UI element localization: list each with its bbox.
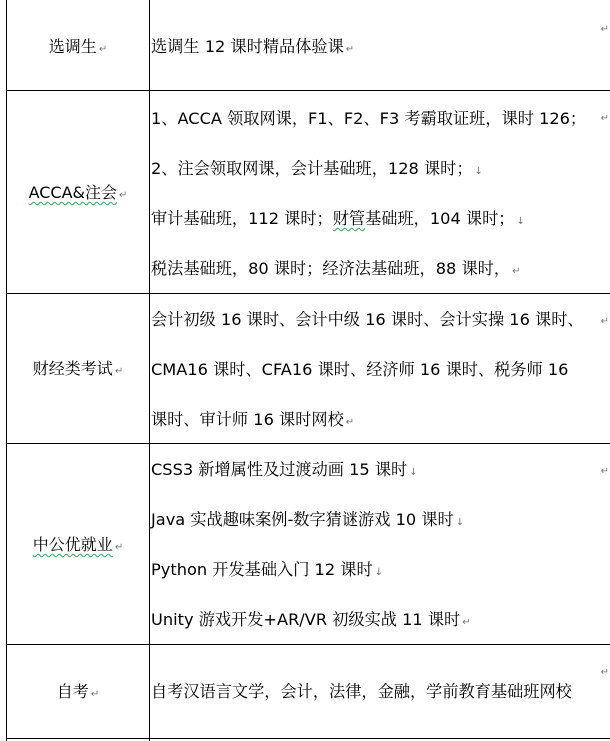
- column-divider: [149, 0, 150, 741]
- line-text: CMA16 课时、CFA16 课时、经济师 16 课时、税务师 16: [151, 360, 569, 379]
- line-text: Python 开发基础入门 12 课时: [151, 560, 373, 579]
- content-line: [151, 159, 483, 182]
- row-label-finance-exams: 财经类考试 ↵: [7, 359, 149, 382]
- row-divider: [6, 293, 610, 294]
- table-bottom-border: [6, 738, 610, 739]
- content-line: [151, 37, 354, 60]
- content-line: [151, 310, 584, 330]
- line-text: 税法基础班，80 课时；经济法基础班，88 课时，: [151, 259, 511, 278]
- course-table: [6, 0, 610, 741]
- paragraph-mark: ↵: [119, 190, 128, 201]
- line-text: 会计初级 16 课时、会计中级 16 课时、会计实操 16 课时、: [151, 310, 584, 329]
- content-line: [151, 259, 520, 282]
- content-line: [151, 610, 471, 633]
- paragraph-mark: ↵: [345, 417, 355, 428]
- line-text: 1、ACCA 领取网课，F1、F2、F3 考霸取证班，课时 126；: [151, 109, 587, 128]
- cell-end-mark: ↵: [600, 667, 609, 678]
- line-break-mark: ↓: [374, 567, 384, 578]
- line-text: 2、注会领取网课，会计基础班，128 课时；: [151, 159, 473, 178]
- row-label-xuandiaosheng: 选调生 ↵: [7, 37, 149, 60]
- line-break-mark: ↓: [516, 216, 525, 227]
- content-line: [151, 360, 568, 380]
- content-line: [151, 109, 586, 129]
- line-break-mark: ↓: [409, 467, 418, 478]
- line-text: Java 实战趣味案例-数字猜谜游戏 10 课时: [151, 510, 454, 529]
- content-line: [151, 460, 418, 483]
- line-text: 基础班，104 课时；: [365, 209, 515, 228]
- paragraph-mark: ↵: [114, 542, 124, 553]
- paragraph-mark: ↵: [114, 366, 124, 377]
- row-divider: [6, 644, 610, 645]
- cell-end-mark: ↵: [600, 24, 609, 35]
- content-line: [151, 410, 354, 433]
- content-line: [151, 682, 572, 702]
- paragraph-mark: ↵: [98, 44, 108, 55]
- content-line: [151, 510, 464, 533]
- line-break-mark: ↓: [455, 517, 465, 528]
- line-text: 课时、审计师 16 课时网校: [151, 410, 344, 429]
- paragraph-mark: ↵: [345, 44, 355, 55]
- paragraph-mark: ↵: [512, 266, 521, 277]
- cell-end-mark: ↵: [600, 113, 609, 124]
- line-text: Unity 游戏开发+AR/VR 初级实战 11 课时: [151, 610, 461, 629]
- line-text: 自考汉语言文学，会计，法律，金融，学前教育基础班网校: [151, 682, 572, 701]
- row-label-zikao: 自考 ↵: [7, 682, 149, 705]
- row-label-zhonggong-youjiuye: 中公优就业 ↵: [7, 535, 149, 558]
- line-text: CSS3 新增属性及过渡动画 15 课时: [151, 460, 408, 479]
- cell-end-mark: ↵: [600, 316, 609, 327]
- paragraph-mark: ↵: [90, 689, 100, 700]
- line-text: 审计基础班，112 课时；: [151, 209, 333, 228]
- content-line: [151, 209, 525, 232]
- row-divider: [6, 443, 610, 444]
- line-break-mark: ↓: [474, 166, 483, 177]
- content-line: [151, 560, 383, 583]
- spellcheck-text: 财管: [332, 209, 366, 228]
- line-text: 选调生 12 课时精品体验课: [151, 37, 344, 56]
- row-divider: [6, 90, 610, 91]
- cell-end-mark: ↵: [600, 466, 609, 477]
- paragraph-mark: ↵: [462, 617, 471, 628]
- row-label-acca: ACCA&注会 ↵: [7, 183, 149, 206]
